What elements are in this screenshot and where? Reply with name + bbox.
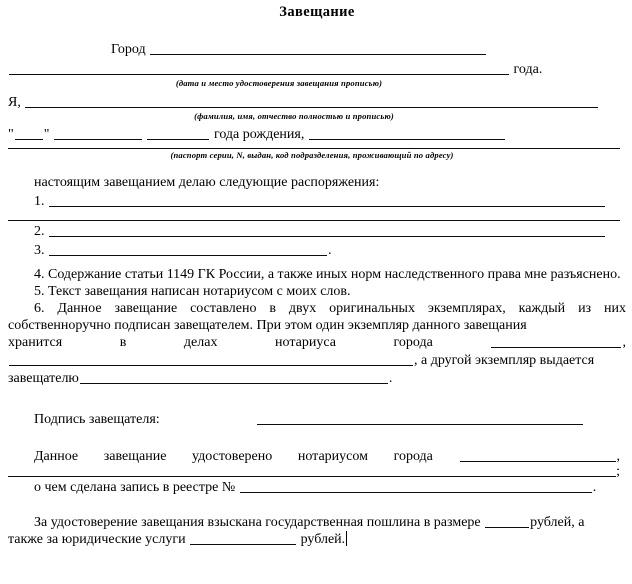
disposition-item-2-number: 2. [34, 223, 45, 239]
text-cursor [346, 531, 347, 546]
intro-text: настоящим завещанием делаю следующие распоряжения: [34, 175, 380, 191]
passport-input-line-2[interactable] [8, 148, 620, 149]
clause-6-word-goroda: города [393, 334, 433, 350]
testator-name-input-line[interactable] [25, 96, 598, 108]
certification-semicolon: ; [616, 464, 620, 480]
city-row [8, 41, 626, 58]
clause-6-recipient-label: завещателю [8, 371, 79, 387]
certification-word-zaveshanie: завещание [103, 449, 167, 465]
caption-fullname: (фамилия, имя, отчество полностью и прописью) [194, 111, 394, 122]
testator-signature-input-line[interactable] [257, 413, 583, 425]
clause-6-line-1: 6. Данное завещание составлено в двух оригинальных экземплярах, каждый из них собственноручно подписан завещателем. При этом один экземпляр данного завещания [8, 300, 626, 333]
certification-word-goroda: города [393, 449, 433, 465]
caption-date-place: (дата и место удостоверения завещания прописью) [175, 77, 383, 88]
fee-line-1 [8, 514, 626, 531]
clause-6-word-hranitsya: хранится [8, 334, 63, 350]
clause-6-period: . [388, 371, 393, 387]
birth-label: года рождения, [213, 126, 305, 142]
certifying-notary-input-line-2[interactable] [8, 476, 616, 477]
testator-signature-label: Подпись завещателя: [34, 412, 160, 428]
registry-period: . [592, 479, 597, 495]
clause-6-line-3 [8, 352, 626, 369]
disposition-item-3-input-line[interactable] [49, 244, 327, 256]
fee-amount-input-line[interactable] [485, 516, 529, 528]
clause-6-word-v: в [119, 334, 127, 350]
city-label: Город [111, 41, 146, 57]
testator-name-row [8, 94, 626, 111]
fee-clause [8, 514, 626, 548]
fee-line-1-suffix: рублей, а [530, 514, 585, 530]
certification-word-notariusom: нотариусом [297, 449, 368, 465]
testator-signature-row [8, 411, 626, 428]
quote-open: " [8, 126, 14, 142]
fee-line-2-suffix: рублей. [300, 531, 346, 547]
clause-5: 5. Текст завещания написан нотариусом с моих слов. [34, 283, 351, 299]
disposition-item-2 [8, 223, 626, 240]
certification-comma: , [616, 449, 620, 465]
disposition-item-1 [8, 193, 626, 210]
notary-city-input-line[interactable] [491, 336, 621, 348]
notary-city-input-line-2[interactable] [9, 354, 413, 366]
certifying-notary-city-input-line[interactable] [460, 450, 616, 462]
fee-line-2 [8, 531, 626, 548]
clause-4: 4. Содержание статьи 1149 ГК России, а также иных норм наследственного права мне разъяснено. [34, 266, 621, 282]
clause-6-tail: , а другой экземпляр выдается [414, 353, 595, 369]
registry-label: о чем сделана запись в реестре № [34, 479, 236, 495]
birth-year-input-line[interactable] [147, 128, 209, 140]
clause-6-recipient-input-line[interactable] [80, 372, 388, 384]
certification-row [8, 448, 626, 465]
city-input-line[interactable] [150, 43, 486, 55]
disposition-item-3-period: . [328, 242, 332, 258]
caption-passport: (паспорт серии, N, выдан, код подразделения, проживающий по адресу) [170, 149, 454, 160]
disposition-item-1-number: 1. [34, 194, 45, 210]
date-input-line[interactable] [9, 63, 509, 75]
disposition-item-3 [8, 242, 626, 259]
certification-word-dannoe: Данное [34, 449, 79, 465]
birth-month-input-line[interactable] [54, 128, 142, 140]
i-label: Я, [8, 95, 21, 111]
registry-row [8, 479, 626, 496]
disposition-item-2-input-line[interactable] [49, 225, 605, 237]
clause-6-line-4 [8, 370, 626, 387]
quote-close: " [43, 126, 50, 142]
clause-6-line-2 [8, 334, 626, 351]
disposition-item-1-input-line[interactable] [49, 196, 605, 208]
disposition-item-1-continuation-line[interactable] [8, 220, 620, 221]
fee-line-2-prefix: также за юридические услуги [8, 531, 186, 547]
disposition-item-3-number: 3. [34, 242, 45, 258]
document-page [0, 3, 632, 584]
birth-day-input-line[interactable] [15, 128, 43, 140]
page-title: Завещание [279, 4, 355, 20]
date-row [8, 61, 626, 78]
birth-date-row [8, 126, 626, 143]
clause-6-word-notariusa: нотариуса [275, 334, 336, 350]
certification-word-udostovereno: удостоверено [192, 449, 273, 465]
year-suffix: года. [513, 61, 543, 77]
fee-line-1-prefix: За удостоверение завещания взыскана государственная пошлина в размере [34, 514, 481, 530]
certification-continuation-row [8, 464, 620, 480]
clause-6-comma: , [622, 334, 626, 350]
legal-services-amount-input-line[interactable] [190, 533, 296, 545]
clause-6-word-delah: делах [183, 334, 218, 350]
passport-input-line-1[interactable] [309, 128, 505, 140]
registry-number-input-line[interactable] [240, 481, 592, 493]
